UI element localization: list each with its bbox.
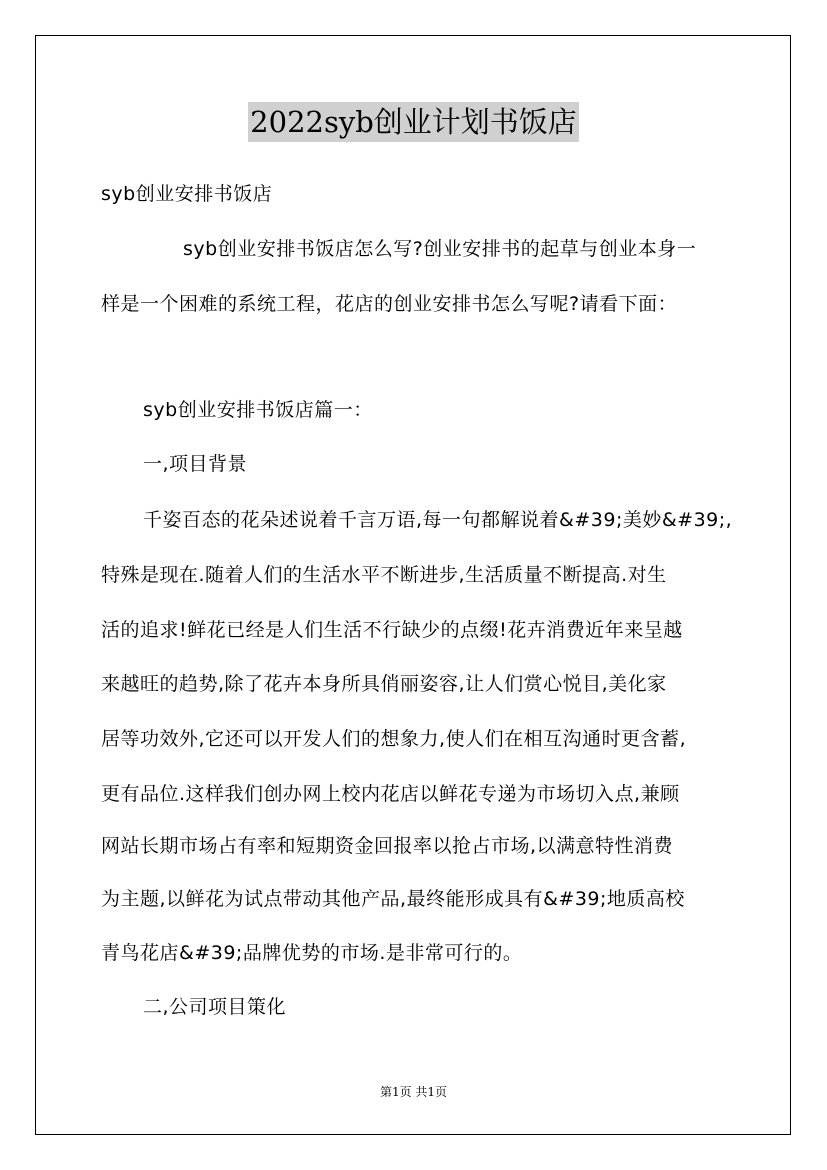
paragraph-line-3: 活的追求!鲜花已经是人们生活不行缺少的点缀!花卉消费近年来呈越 xyxy=(101,619,683,641)
paragraph-line-4: 来越旺的趋势,除了花卉本身所具俏丽姿容,让人们赏心悦目,美化家 xyxy=(101,673,667,695)
subheading-project-background: 一,项目背景 xyxy=(143,453,248,475)
paragraph-line-2: 特殊是现在.随着人们的生活水平不断进步,生活质量不断提高.对生 xyxy=(101,564,667,586)
document-title-wrap xyxy=(0,102,827,142)
subheading-company-project: 二,公司项目策化 xyxy=(143,996,287,1018)
section-heading-1: syb创业安排书饭店篇一： xyxy=(143,399,373,421)
paragraph-line-6: 更有品位.这样我们创办网上校内花店以鲜花专递为市场切入点,兼顾 xyxy=(101,783,680,805)
paragraph-line-1: 千姿百态的花朵述说着千言万语,每一句都解说着&#39;美妙&#39;, xyxy=(143,509,733,531)
paragraph-line-7: 网站长期市场占有率和短期资金回报率以抢占市场,以满意特性消费 xyxy=(101,835,674,857)
subtitle-line: syb创业安排书饭店 xyxy=(101,183,273,205)
document-title: 2022syb创业计划书饭店 xyxy=(248,102,579,142)
paragraph-line-9: 青鸟花店&#39;品牌优势的市场.是非常可行的。 xyxy=(101,942,523,964)
page-number-footer: 第1页 共1页 xyxy=(379,1085,448,1099)
paragraph-line-8: 为主题,以鲜花为试点带动其他产品,最终能形成具有&#39;地质高校 xyxy=(101,888,685,910)
intro-line-2: 样是一个困难的系统工程，花店的创业安排书怎么写呢?请看下面： xyxy=(101,293,678,315)
paragraph-line-5: 居等功效外,它还可以开发人们的想象力,使人们在相互沟通时更含蓄, xyxy=(101,728,687,750)
intro-line-1: syb创业安排书饭店怎么写?创业安排书的起草与创业本身一 xyxy=(183,238,697,260)
